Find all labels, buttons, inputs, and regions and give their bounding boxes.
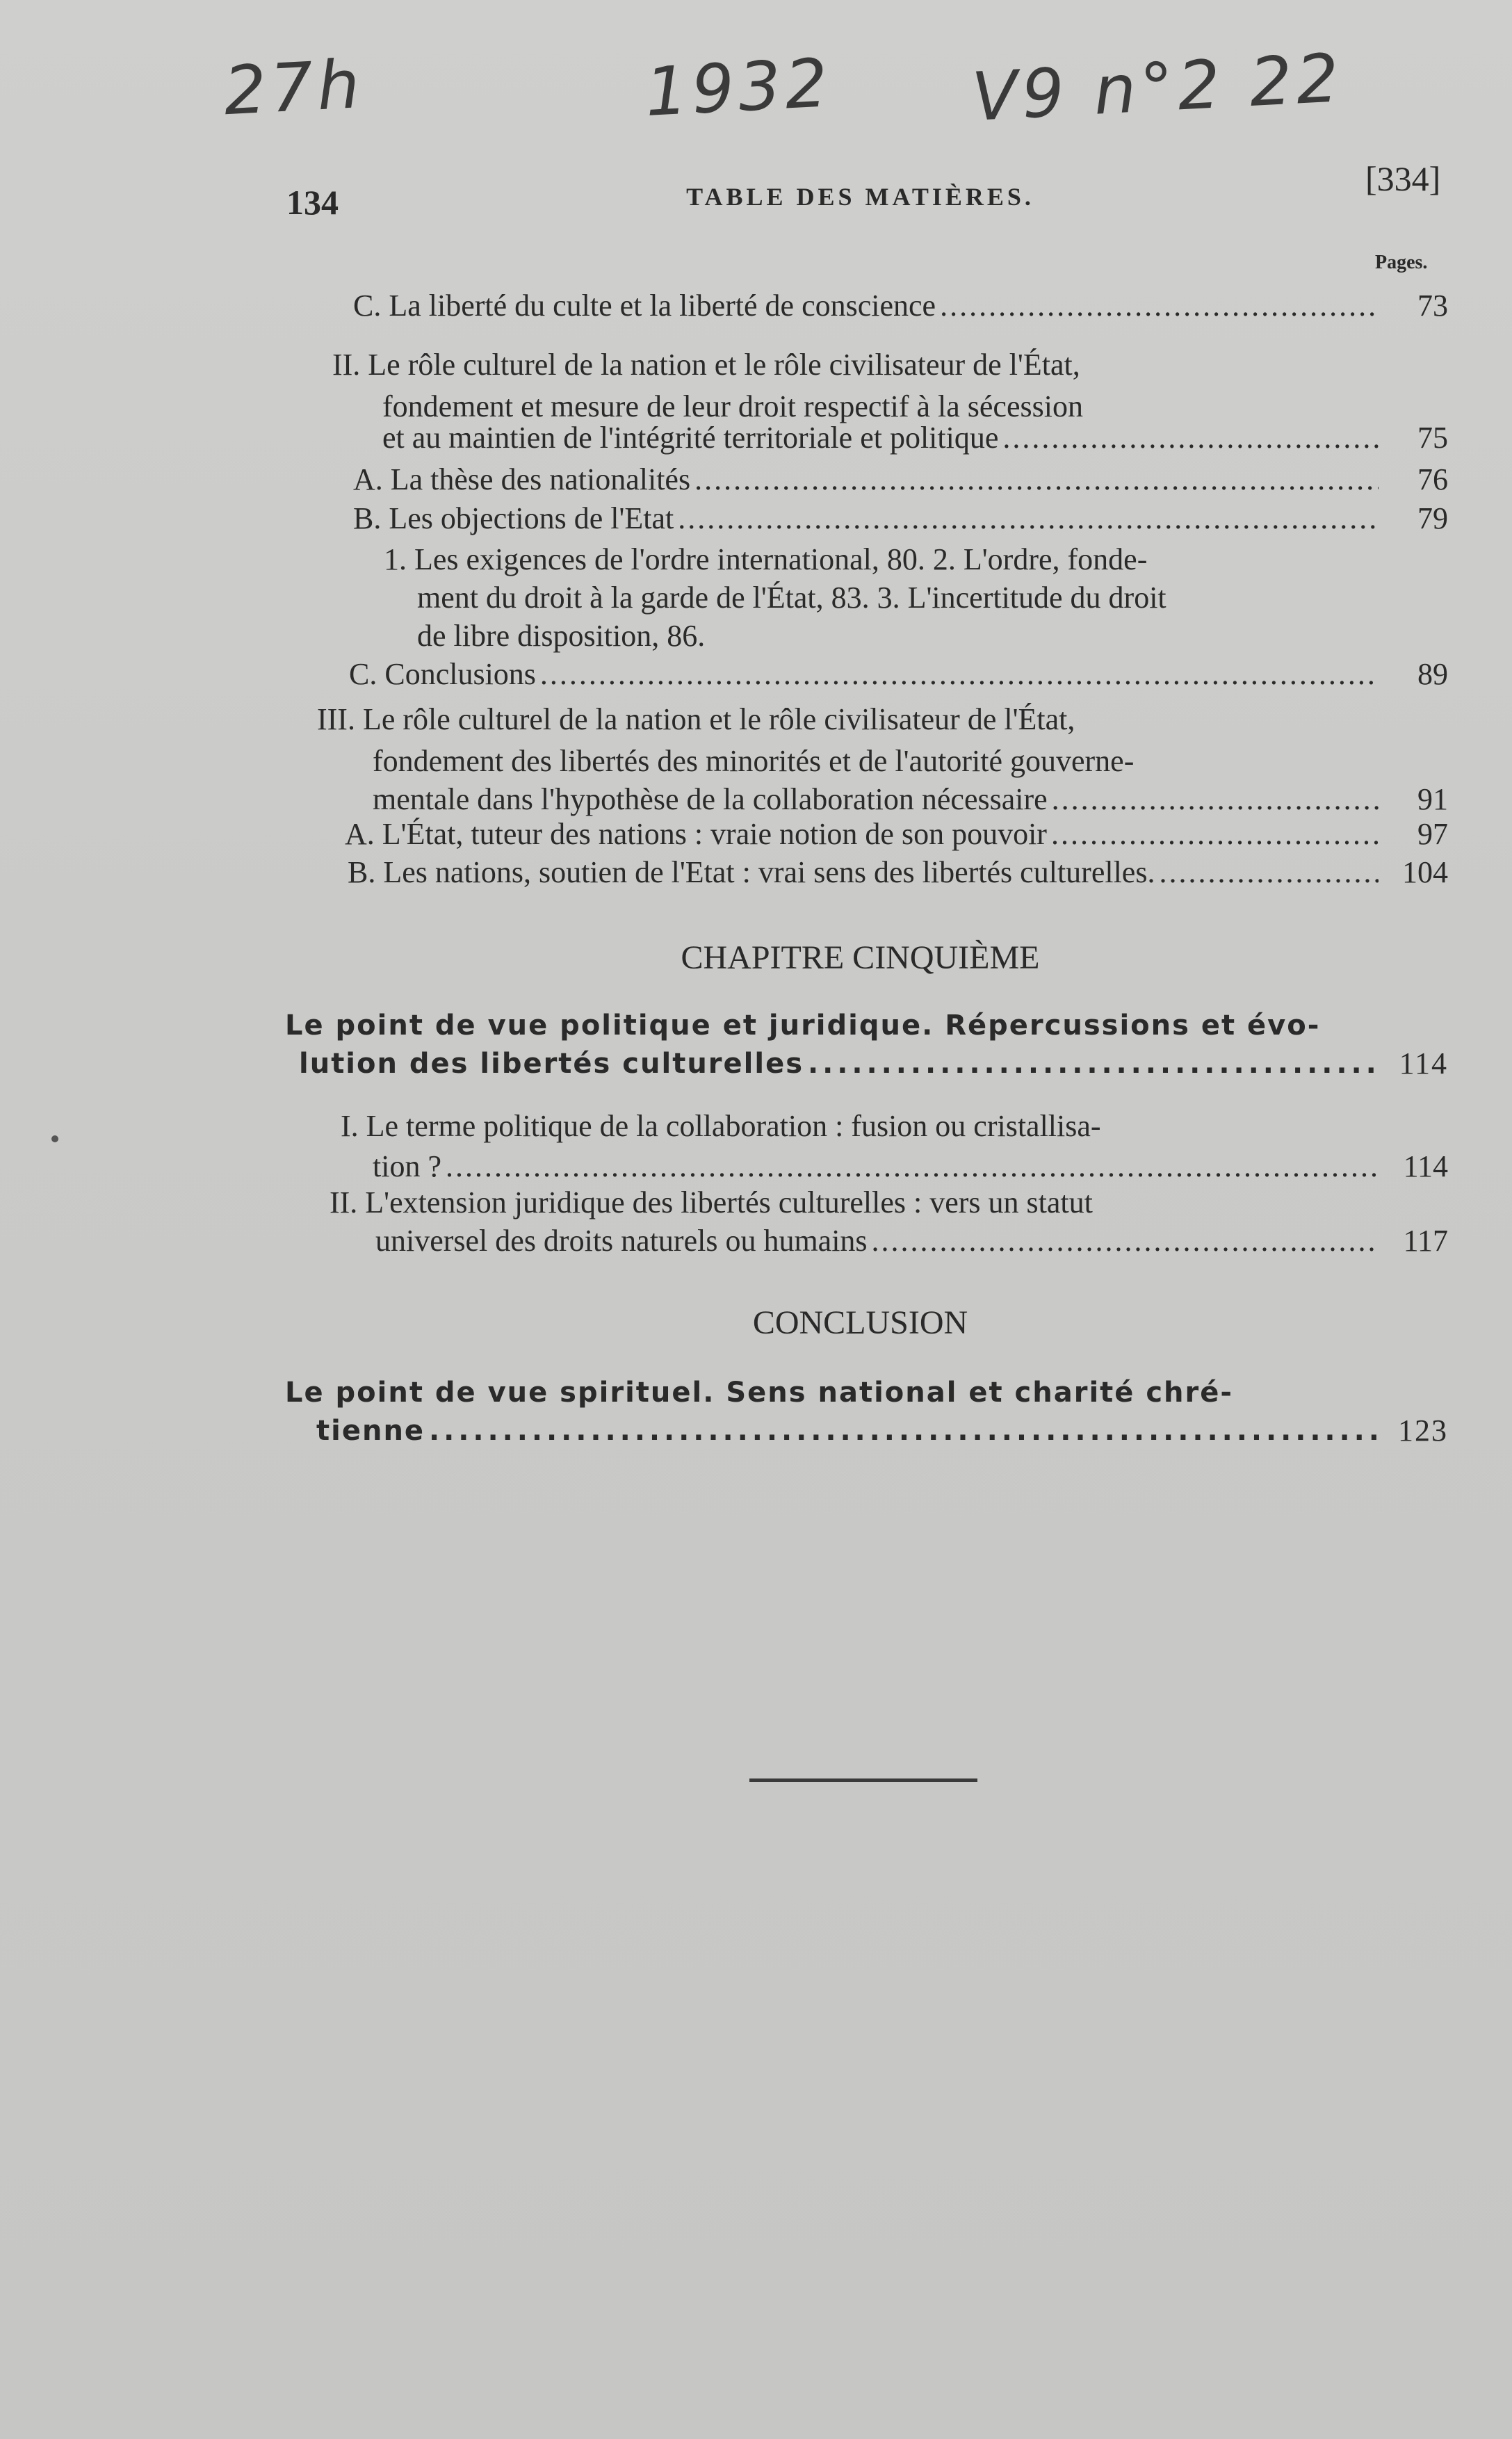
ink-speck: [51, 1135, 58, 1142]
toc-entry-text: ment du droit à la garde de l'État, 83. 3. L'incertitude du droit: [417, 581, 1166, 615]
conclusion-title-line: [285, 1372, 1448, 1413]
toc-entry-page: 73: [1417, 289, 1448, 323]
toc-entry-line: [373, 740, 1448, 782]
toc-entry: [353, 459, 1448, 501]
toc-entry: [345, 813, 1448, 855]
toc-entry-text: universel des droits naturels ou humains: [375, 1224, 868, 1258]
toc-entry-page: 104: [1402, 855, 1448, 889]
toc-entry: [353, 498, 1448, 540]
toc-entry-line: [384, 539, 1448, 581]
toc-entry-text: de libre disposition, 86.: [417, 619, 706, 653]
dot-leader: [1002, 417, 1379, 459]
toc-entry-page: 114: [1399, 1046, 1448, 1080]
toc-entry-text: II. L'extension juridique des libertés culturelles : vers un statut: [330, 1185, 1093, 1220]
toc-entry-text: B. Les nations, soutien de l'Etat : vrai sens des libertés culturelles.: [348, 855, 1155, 889]
toc-entry-text: tion ?: [373, 1149, 441, 1183]
toc-entry-line: [332, 344, 1448, 386]
toc-entry-page: 91: [1417, 782, 1448, 816]
toc-entry-text: mentale dans l'hypothèse de la collaboration nécessaire: [373, 782, 1048, 816]
toc-entry-text: A. L'État, tuteur des nations : vraie notion de son pouvoir: [345, 817, 1047, 851]
toc-entry: [353, 285, 1448, 327]
chapter-heading: CHAPITRE CINQUIÈME: [681, 939, 1040, 976]
toc-entry-text: fondement des libertés des minorités et de l'autorité gouverne-: [373, 744, 1135, 778]
toc-entry-text: C. La liberté du culte et la liberté de conscience: [353, 289, 936, 323]
dot-leader: [540, 654, 1379, 695]
toc-entry-line: [317, 699, 1448, 740]
toc-entry: [348, 852, 1448, 893]
dot-leader: [808, 1043, 1379, 1085]
page-number: 134: [286, 183, 339, 222]
handwritten-note-year: 1932: [643, 44, 834, 131]
toc-entry-text: 1. Les exigences de l'ordre international, 80. 2. L'ordre, fonde-: [384, 542, 1148, 576]
toc-entry-page: 123: [1398, 1413, 1448, 1448]
conclusion-title-text: tienne: [316, 1415, 425, 1447]
conclusion-title-text: Le point de vue spirituel. Sens national et charité chré-: [285, 1377, 1233, 1409]
chapter-title-text: lution des libertés culturelles: [299, 1048, 804, 1080]
toc-entry-text: C. Conclusions: [349, 657, 536, 691]
dot-leader: [872, 1220, 1379, 1262]
dot-leader: [678, 498, 1379, 540]
running-title: TABLE DES MATIÈRES.: [686, 183, 1034, 211]
dot-leader: [1051, 813, 1379, 855]
toc-entry-page: 79: [1417, 501, 1448, 535]
handwritten-note-volume: V9 n°2 22: [970, 39, 1345, 136]
toc-entry-text: A. La thèse des nationalités: [353, 462, 691, 496]
end-rule: [749, 1778, 977, 1782]
toc-entry-line: [341, 1105, 1448, 1147]
toc-entry-text: I. Le terme politique de la collaboration : fusion ou cristallisa-: [341, 1109, 1101, 1143]
dot-leader: [1159, 852, 1379, 893]
dot-leader: [446, 1146, 1379, 1188]
toc-entry-page: 114: [1403, 1149, 1448, 1183]
toc-entry-line: [417, 615, 1448, 657]
dot-leader: [429, 1410, 1379, 1452]
dot-leader: [940, 285, 1379, 327]
toc-entry-text: fondement et mesure de leur droit respectif à la sécession: [382, 389, 1083, 423]
toc-entry: [349, 654, 1448, 695]
toc-entry-page: 97: [1417, 817, 1448, 851]
toc-entry-text: III. Le rôle culturel de la nation et le rôle civilisateur de l'État,: [317, 702, 1075, 736]
chapter-title-line: [285, 1005, 1448, 1046]
toc-entry-page: 117: [1403, 1224, 1448, 1258]
toc-entry-line: [373, 1146, 1448, 1188]
toc-entry-page: 89: [1417, 657, 1448, 691]
toc-entry-line: [330, 1182, 1448, 1224]
conclusion-heading: CONCLUSION: [752, 1304, 968, 1341]
chapter-title-text: Le point de vue politique et juridique. Répercussions et évo-: [285, 1010, 1321, 1042]
toc-entry-line: [382, 417, 1448, 459]
pages-column-label: Pages.: [1375, 252, 1428, 273]
conclusion-title-line: [316, 1410, 1448, 1452]
handwritten-note-left: 27h: [222, 44, 366, 131]
toc-entry-text: B. Les objections de l'Etat: [353, 501, 674, 535]
page-reference: [334]: [1365, 159, 1441, 198]
toc-entry-text: et au maintien de l'intégrité territoriale et politique: [382, 421, 999, 455]
dot-leader: [694, 459, 1379, 501]
toc-entry-text: II. Le rôle culturel de la nation et le rôle civilisateur de l'État,: [332, 348, 1080, 382]
toc-entry-page: 76: [1417, 462, 1448, 496]
toc-entry-line: [375, 1220, 1448, 1262]
toc-entry-page: 75: [1417, 421, 1448, 455]
toc-entry-line: [417, 577, 1448, 619]
chapter-title-line: [299, 1043, 1448, 1085]
